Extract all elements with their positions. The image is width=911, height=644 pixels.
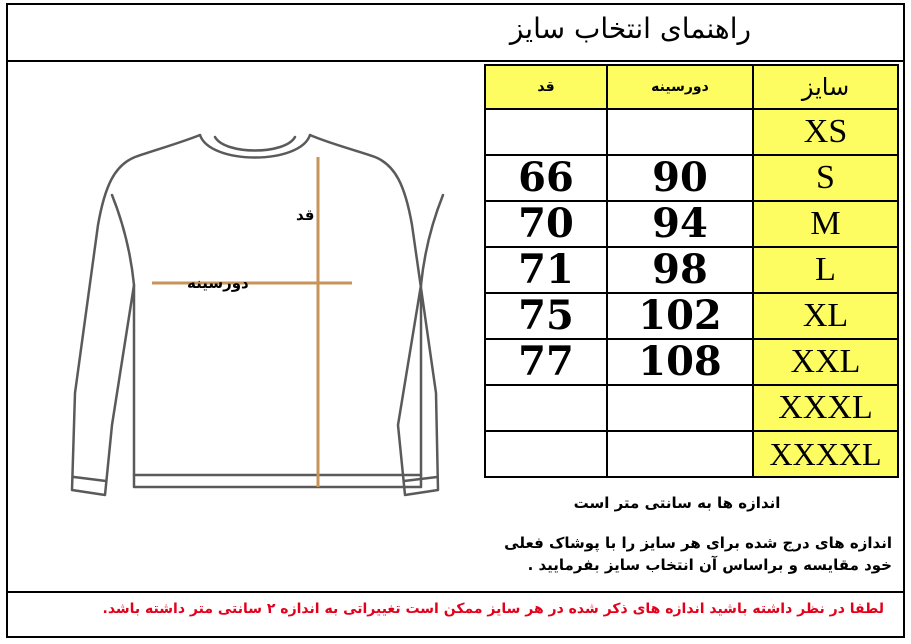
length-cell [485,385,607,431]
size-cell: L [753,247,898,293]
chest-cell [607,385,753,431]
chest-label: دورسینه [187,274,249,292]
table-row [485,385,898,431]
length-cell: 71 [485,247,607,293]
table-row [485,155,898,201]
title-divider [6,60,905,62]
length-cell: 75 [485,293,607,339]
chest-cell: 102 [607,293,753,339]
compare-note [470,532,892,576]
size-cell: XXL [753,339,898,385]
header-size: سایز [753,65,898,109]
table-row [485,293,898,339]
size-cell: XL [753,293,898,339]
size-cell: XXXL [753,385,898,431]
footer-divider [6,591,905,593]
chest-cell: 94 [607,201,753,247]
size-table [484,64,899,478]
long-sleeve-shirt-icon [60,125,450,510]
chest-cell: 98 [607,247,753,293]
size-cell: XS [753,109,898,155]
chest-cell: 90 [607,155,753,201]
length-cell [485,431,607,477]
size-cell: S [753,155,898,201]
chest-cell [607,431,753,477]
length-label: قد [296,206,315,224]
compare-note-line1: اندازه های درج شده برای هر سایز را با پوشاک فعلی [504,534,892,552]
length-cell [485,109,607,155]
tolerance-warning: لطفا در نظر داشته باشید اندازه های ذکر شده در هر سایز ممکن است تغییراتی به اندازه ۲ سانتی متر داشته باشد. [102,601,884,617]
length-cell: 66 [485,155,607,201]
page-title: راهنمای انتخاب سایز [509,12,751,45]
size-cell: XXXXL [753,431,898,477]
chest-cell: 108 [607,339,753,385]
table-row [485,247,898,293]
table-row [485,109,898,155]
length-cell: 70 [485,201,607,247]
table-header-row [485,65,898,109]
table-row [485,201,898,247]
unit-note: اندازه ها به سانتی متر است [573,494,781,512]
length-cell: 77 [485,339,607,385]
size-cell: M [753,201,898,247]
compare-note-line2: خود مقایسه و براساس آن انتخاب سایز بفرمایید . [527,556,892,574]
chest-cell [607,109,753,155]
header-length: قد [485,65,607,109]
header-chest: دورسینه [607,65,753,109]
table-row [485,339,898,385]
table-row [485,431,898,477]
